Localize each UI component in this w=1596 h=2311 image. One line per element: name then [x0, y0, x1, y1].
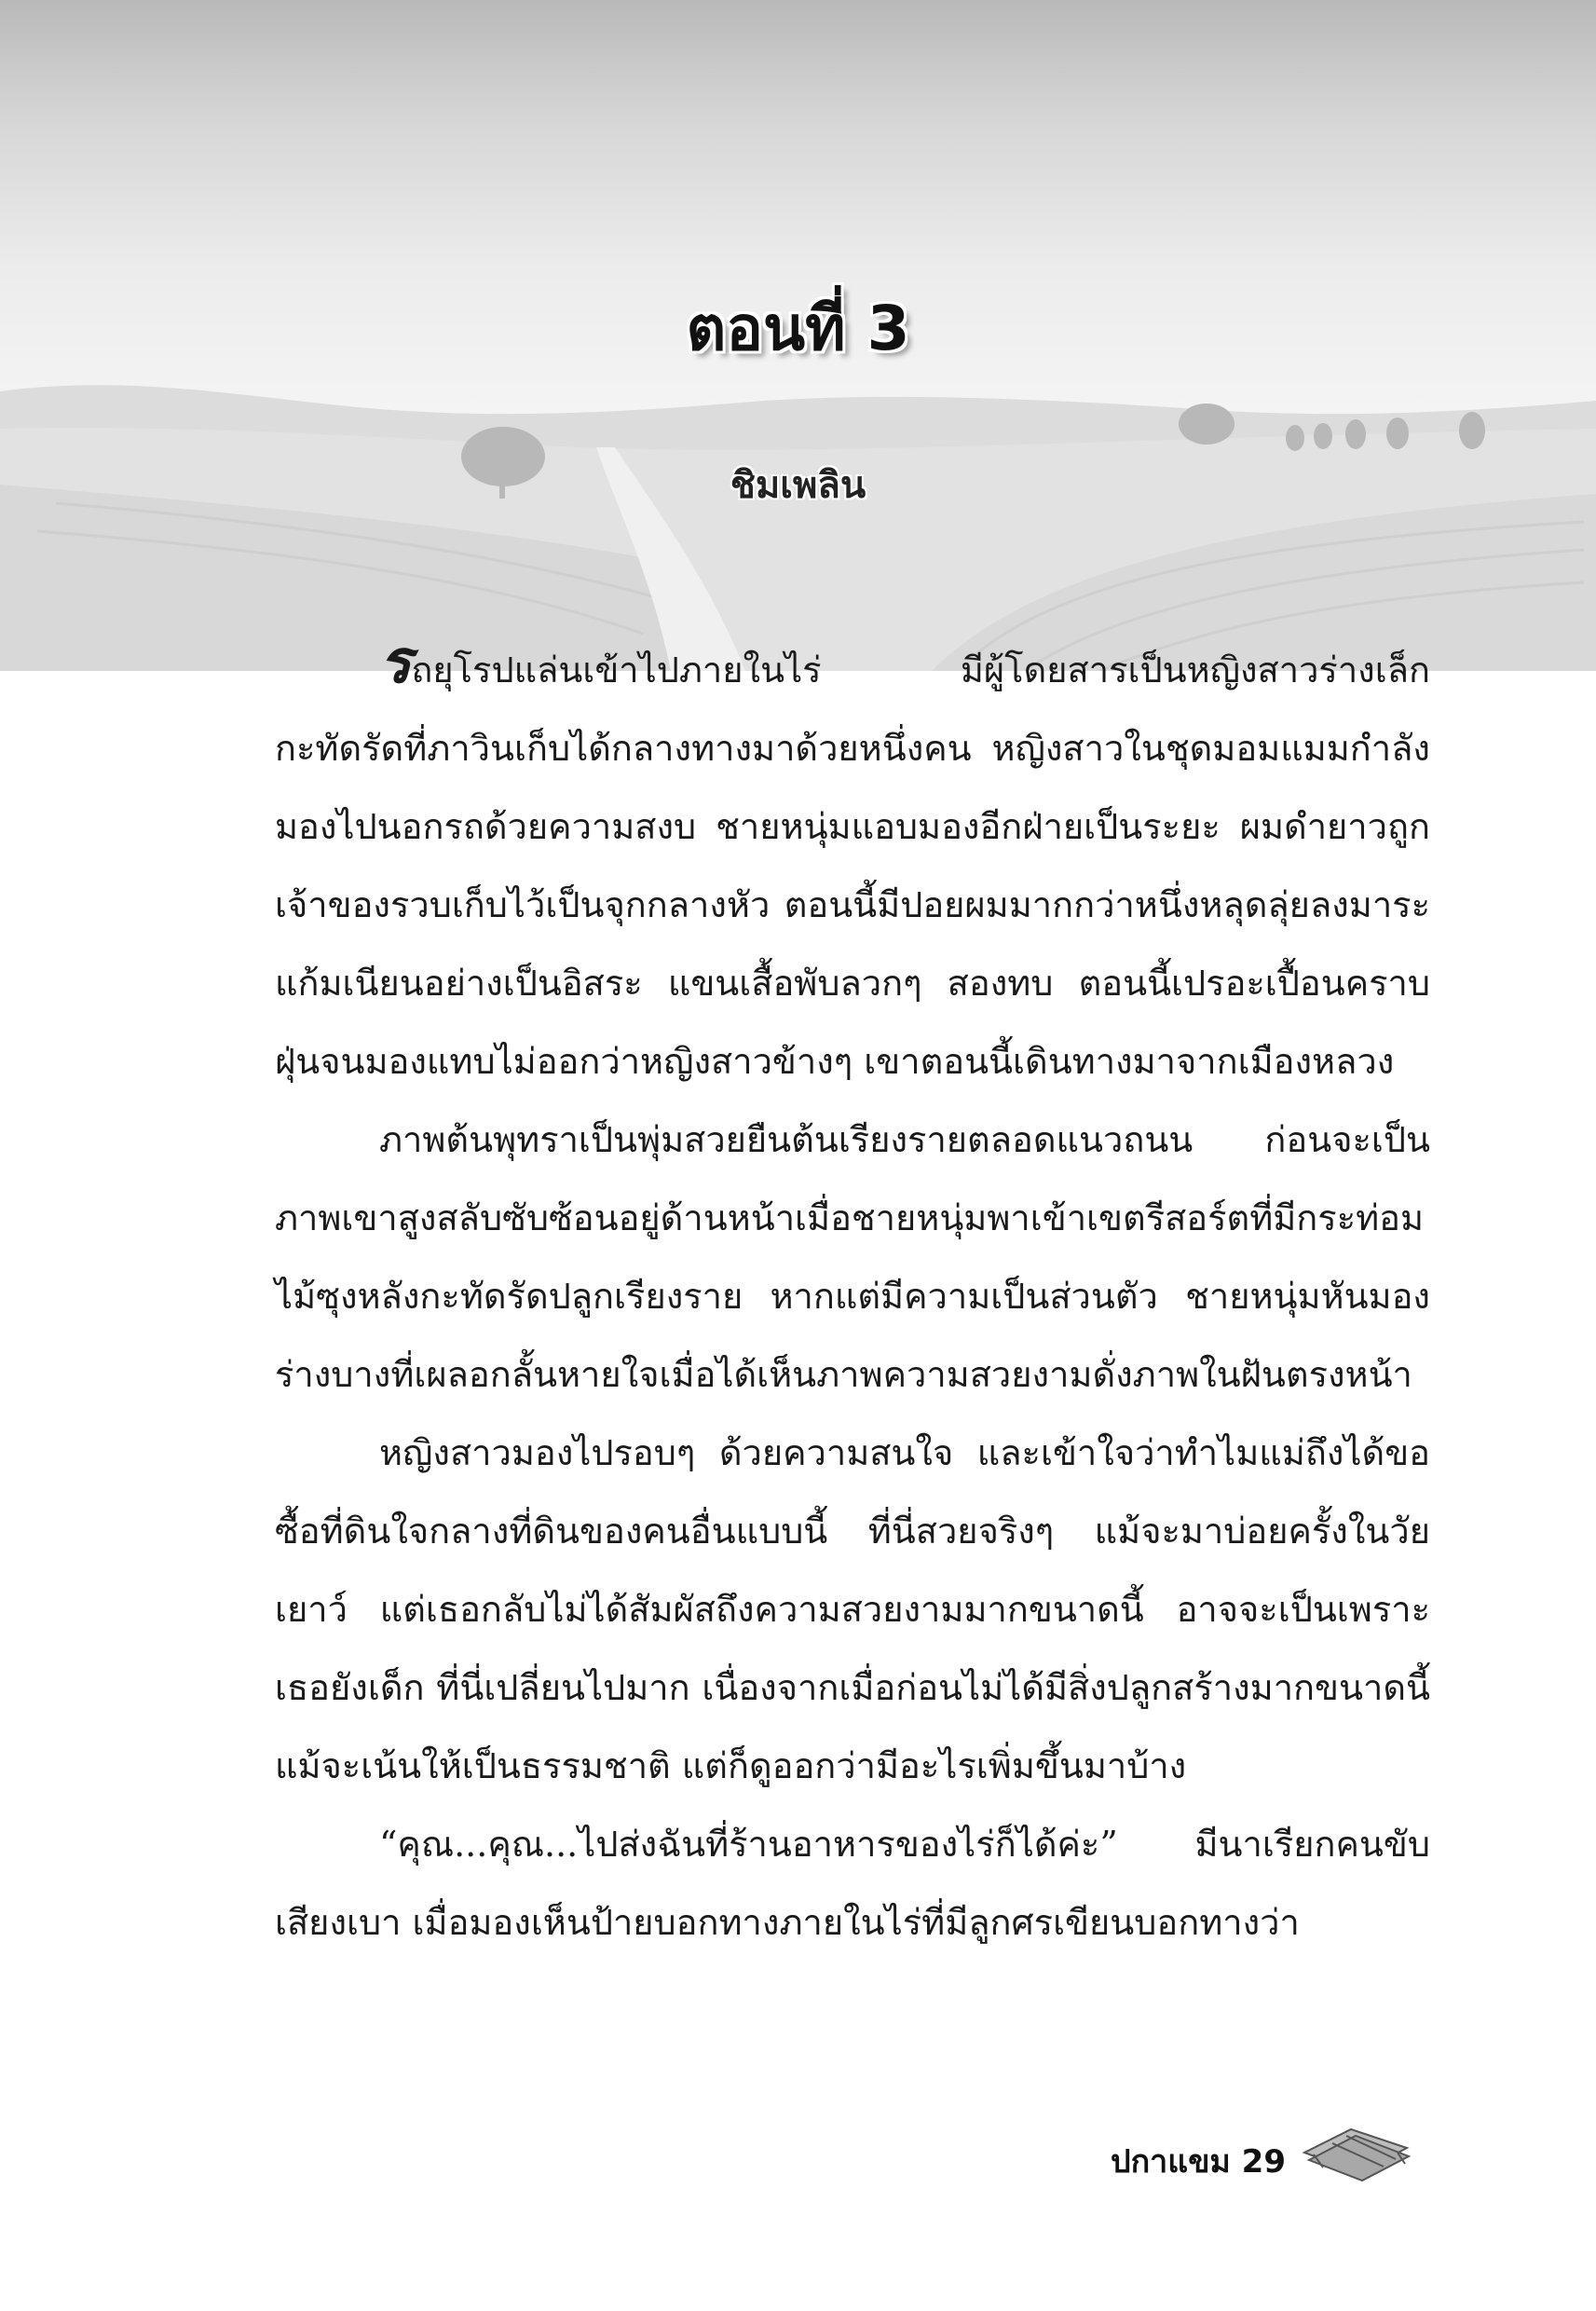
- paragraph: “คุณ...คุณ...ไปส่งฉันที่ร้านอาหารของไร่ก็ได้ค่ะ” มีนาเรียกคนขับเสียงเบา เมื่อมองเห็นป้ายบอกทางภายในไร่ที่มีลูกศรเขียนบอกทางว่า: [275, 1824, 1430, 1943]
- paragraph: [275, 628, 1430, 1101]
- paragraph: หญิงสาวมองไปรอบๆ ด้วยความสนใจ และเข้าใจว่าทำไมแม่ถึงได้ขอซื้อที่ดินใจกลางที่ดินของคนอื่นแบบนี้ ที่นี่สวยจริงๆ แม้จะมาบ่อยครั้งในวัยเยาว์ แต่เธอกลับไม่ได้สัมผัสถึงความสวยงามมากขนาดนี้ อาจจะเป็นเพราะเธอยังเด็ก ที่นี่เปลี่ยนไปมาก เนื่องจากเมื่อก่อนไม่ได้มีสิ่งปลูกสร้างมากขนาดนี้ แม้จะเน้นให้เป็นธรรมชาติ แต่ก็ดูออกว่ามีอะไรเพิ่มขึ้นมาบ้าง: [275, 1432, 1430, 1786]
- drop-cap: ร: [379, 628, 412, 697]
- author-name: ชิมเพลิน: [730, 464, 866, 507]
- story-body: [275, 628, 1430, 1962]
- rice-bundle-icon: [1295, 2115, 1416, 2190]
- page-footer: [894, 2115, 1416, 2199]
- paragraph: ภาพต้นพุทราเป็นพุ่มสวยยืนต้นเรียงรายตลอดแนวถนน ก่อนจะเป็นภาพเขาสูงสลับซับซ้อนอยู่ด้านหน้าเมื่อชายหนุ่มพาเข้าเขตรีสอร์ตที่มีกระท่อมไม้ซุงหลังกะทัดรัดปลูกเรียงราย หากแต่มีความเป็นส่วนตัว ชายหนุ่มหันมองร่างบางที่เผลอกลั้นหายใจเมื่อได้เห็นภาพความสวยงามดั่งภาพในฝันตรงหน้า: [275, 1119, 1430, 1395]
- paragraph-text: ถยุโรปแล่นเข้าไปภายในไร่ มีผู้โดยสารเป็นหญิงสาวร่างเล็กกะทัดรัดที่ภาวินเก็บได้กลางทางมาด้วยหนึ่งคน หญิงสาวในชุดมอมแมมกำลังมองไปนอกรถด้วยความสงบ ชายหนุ่มแอบมองอีกฝ่ายเป็นระยะ ผมดำยาวถูกเจ้าของรวบเก็บไว้เป็นจุกกลางหัว ตอนนี้มีปอยผมมากกว่าหนึ่งหลุดลุ่ยลงมาระแก้มเนียนอย่างเป็นอิสระ แขนเสื้อพับลวกๆ สองทบ ตอนนี้เปรอะเปื้อนคราบฝุ่นจนมองแทบไม่ออกว่าหญิงสาวข้างๆ เขาตอนนี้เดินทางมาจากเมืองหลวง: [275, 650, 1430, 1082]
- chapter-title: ตอนที่ 3: [686, 293, 910, 364]
- page-number-label: ปกาแขม 29: [1111, 2143, 1286, 2181]
